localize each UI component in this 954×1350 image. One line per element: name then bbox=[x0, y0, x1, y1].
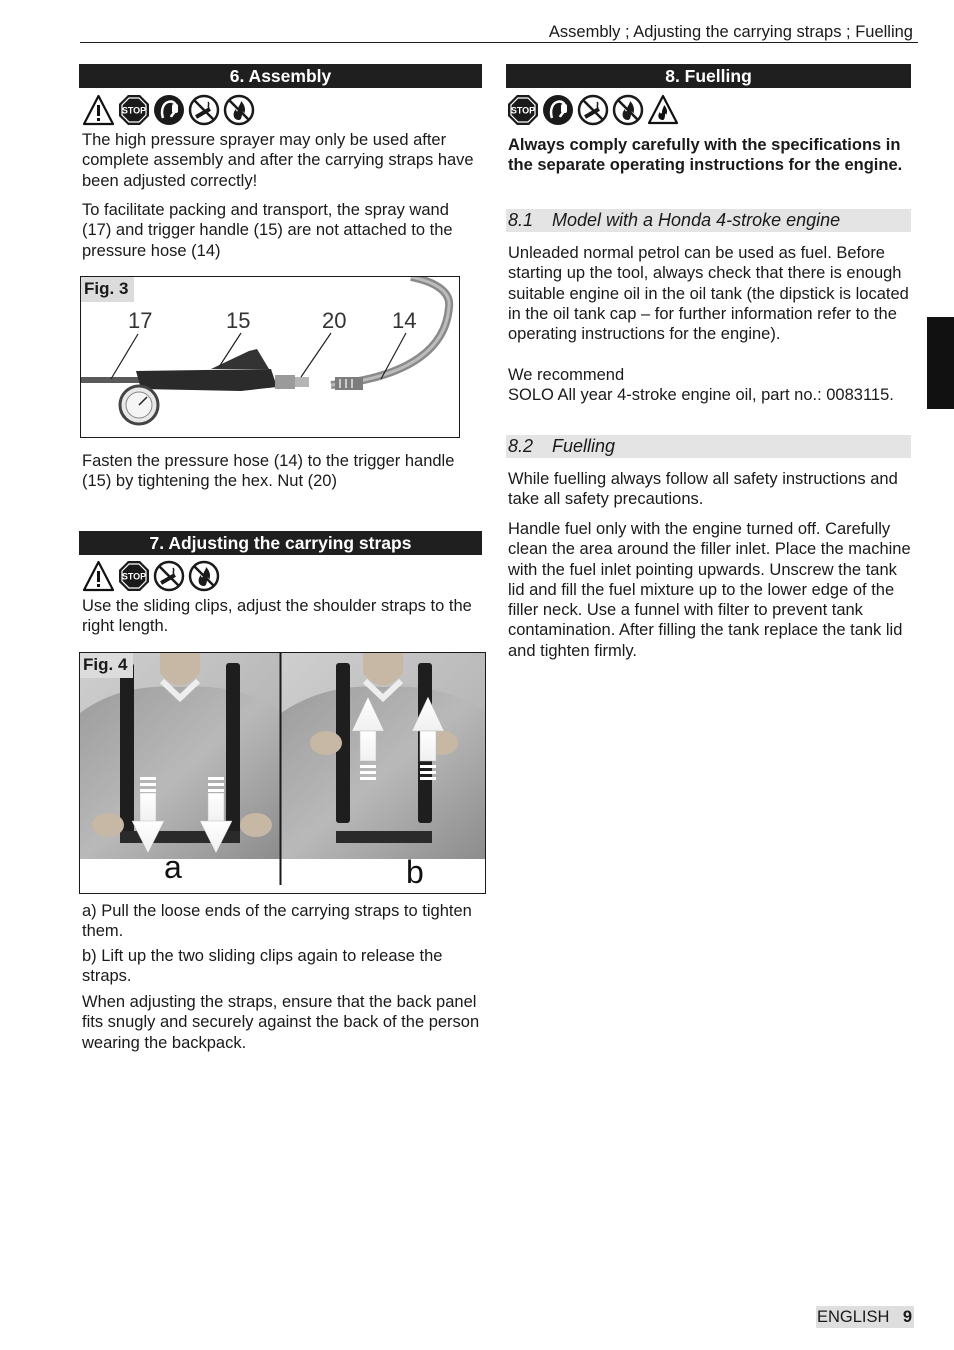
fuelling-8-1-text: Unleaded normal petrol can be used as fuel. Before starting up the tool, always check that there is enough suitable engine oil in the oil tank (the dipstick is located in the oil tank cap – for further information refer to the operating instructions for the engine). bbox=[508, 244, 909, 344]
no-fire-icon bbox=[612, 94, 644, 126]
section-title-carrying-straps: 7. Adjusting the carrying straps bbox=[79, 531, 482, 555]
fuelling-8-2-text-2: Handle fuel only with the engine turned off. Carefully clean the area around the filler inlet. Place the machine with the fuel inlet pointing upwards. Unscrew the tank lid and fill the fuel mixture up to the lower edge of the filler neck. Use a funnel with filter to prevent tank contamination. After filling the tank replace the tank lid and tighten firmly. bbox=[508, 520, 911, 660]
figure-4-letter-a: a bbox=[164, 849, 182, 885]
straps-paragraph-2: a) Pull the loose ends of the carrying straps to tighten them. bbox=[82, 902, 472, 941]
no-fire-icon bbox=[188, 560, 220, 592]
subsection-8-2-title: Fuelling bbox=[552, 436, 616, 456]
straps-paragraph-4: When adjusting the straps, ensure that the back panel fits snugly and securely against the back of the person wearing the backpack. bbox=[82, 993, 480, 1052]
figure-3-drawing bbox=[81, 277, 459, 437]
no-smoking-icon bbox=[577, 94, 609, 126]
no-smoking-icon bbox=[153, 560, 185, 592]
hearing-protection-icon bbox=[542, 94, 574, 126]
svg-text:STOP: STOP bbox=[510, 105, 536, 116]
running-header: Assembly ; Adjusting the carrying straps ; Fuelling bbox=[548, 23, 913, 41]
subsection-8-1-title: Model with a Honda 4-stroke engine bbox=[552, 210, 841, 230]
page-number: 9 bbox=[902, 1308, 912, 1326]
svg-text:STOP: STOP bbox=[121, 105, 147, 116]
assembly-safety-icons bbox=[82, 94, 255, 126]
subsection-8-2-number: 8.2 bbox=[508, 436, 534, 456]
fuelling-8-1-oil: SOLO All year 4-stroke engine oil, part no.: 0083115. bbox=[508, 386, 894, 404]
callout-17: 17 bbox=[128, 308, 153, 333]
subsection-8-1 bbox=[506, 209, 911, 232]
fuelling-safety-icons bbox=[507, 94, 679, 126]
figure-3 bbox=[80, 276, 460, 438]
straps-safety-icons bbox=[82, 560, 220, 592]
no-smoking-icon bbox=[188, 94, 220, 126]
figure-3-label: Fig. 3 bbox=[81, 277, 134, 302]
callout-20: 20 bbox=[322, 308, 347, 333]
stop-icon bbox=[118, 560, 150, 592]
fuelling-8-2-text-1: While fuelling always follow all safety instructions and take all safety precautions. bbox=[508, 470, 898, 509]
assembly-paragraph-2: To facilitate packing and transport, the spray wand (17) and trigger handle (15) are not attached to the pressure hose (14) bbox=[82, 201, 453, 260]
subsection-8-1-number: 8.1 bbox=[508, 210, 534, 230]
straps-paragraph-1: Use the sliding clips, adjust the shoulder straps to the right length. bbox=[82, 597, 472, 636]
callout-14: 14 bbox=[392, 308, 417, 333]
warning-icon bbox=[82, 94, 115, 126]
stop-icon bbox=[507, 94, 539, 126]
assembly-paragraph-3: Fasten the pressure hose (14) to the trigger handle (15) by tightening the hex. Nut (20) bbox=[82, 452, 455, 491]
figure-4-photo bbox=[80, 653, 485, 893]
assembly-paragraph-1: The high pressure sprayer may only be used after complete assembly and after the carrying straps have been adjusted correctly! bbox=[82, 131, 474, 190]
footer-language: ENGLISH bbox=[817, 1308, 890, 1326]
section-title-assembly: 6. Assembly bbox=[79, 64, 482, 88]
no-fire-icon bbox=[223, 94, 255, 126]
stop-icon bbox=[118, 94, 150, 126]
fuelling-intro: Always comply carefully with the specifications in the separate operating instructions for the engine. bbox=[508, 136, 903, 175]
footer bbox=[816, 1306, 914, 1328]
figure-4-letter-b: b bbox=[406, 854, 424, 890]
svg-text:STOP: STOP bbox=[121, 571, 147, 582]
hearing-protection-icon bbox=[153, 94, 185, 126]
chapter-thumb-tab bbox=[927, 317, 954, 409]
figure-4-label: Fig. 4 bbox=[80, 653, 133, 678]
subsection-8-2 bbox=[506, 435, 911, 458]
fuelling-8-1-recommend: We recommend bbox=[508, 366, 625, 384]
warning-icon bbox=[82, 560, 115, 592]
fire-hazard-icon bbox=[647, 94, 679, 126]
section-title-fuelling: 8. Fuelling bbox=[506, 64, 911, 88]
straps-paragraph-3: b) Lift up the two sliding clips again to release the straps. bbox=[82, 947, 443, 986]
figure-4 bbox=[79, 652, 486, 894]
header-rule bbox=[80, 42, 918, 43]
callout-15: 15 bbox=[226, 308, 251, 333]
